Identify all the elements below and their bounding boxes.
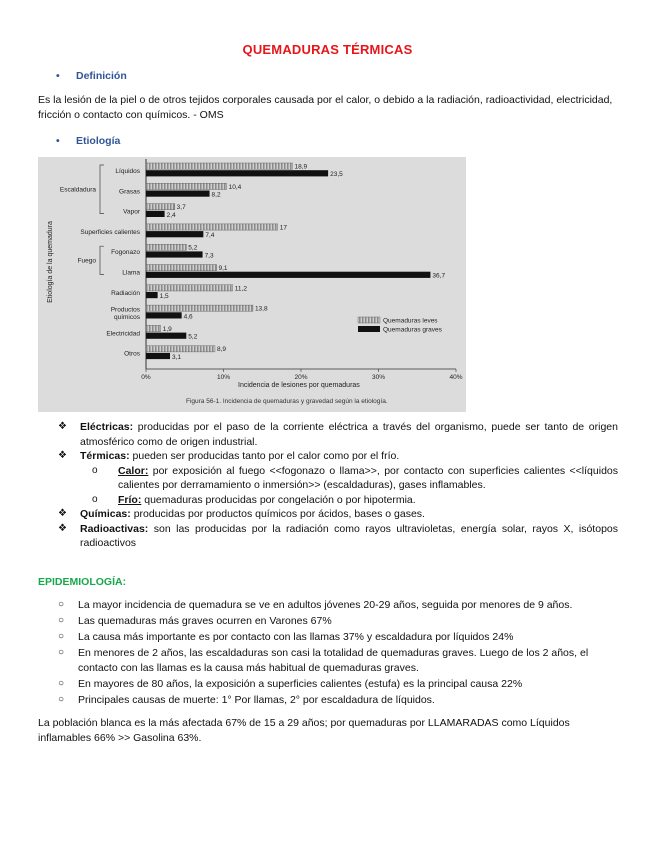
- y-axis-title: Etiología de la quemadura: [47, 221, 54, 303]
- ring-bullet-icon: ○: [58, 677, 65, 689]
- definicion-heading: • Definición: [56, 70, 127, 82]
- data-label-leves-5: 9,1: [218, 265, 228, 272]
- epidemiologia-list: [58, 598, 618, 709]
- bar-graves-1: [146, 191, 210, 197]
- bar-leves-2: [146, 204, 175, 210]
- data-label-graves-0: 23,5: [330, 171, 343, 179]
- x-tick-label-3: 30%: [371, 374, 386, 381]
- bar-leves-8: [146, 325, 161, 331]
- list-item-electricas: ❖ Eléctricas: producidas por el paso de la corriente eléctrica a través del organismo, puede ser tanto de origen atmosférico como de origen industrial.: [58, 421, 618, 448]
- diamond-bullet-icon: ❖: [58, 522, 67, 534]
- list-item: ○ La causa más importante es por contacto con las llamas 37% y escaldadura por líquidos 24%: [58, 631, 514, 643]
- bar-leves-9: [146, 346, 215, 352]
- bar-leves-3: [146, 224, 278, 230]
- data-label-leves-6: 11,2: [234, 285, 247, 293]
- fuego-group-label: Fuego: [77, 257, 96, 265]
- list-item: ○ Principales causas de muerte: 1° Por llamas, 2° por escaldadura de líquidos.: [58, 693, 435, 706]
- data-label-graves-6: 1,5: [159, 293, 169, 300]
- data-label-leves-7: 13,8: [254, 305, 268, 313]
- bar-leves-1: [146, 183, 227, 189]
- x-tick-label-4: 40%: [449, 374, 463, 381]
- legend-swatch-leves: [358, 317, 380, 323]
- circle-bullet-icon: o: [92, 493, 98, 505]
- etiologia-heading: • Etiología: [56, 135, 121, 147]
- category-label-8: Electricidad: [106, 330, 140, 338]
- list-item: ○ En mayores de 80 años, la exposición a superficies calientes (estufa) es la principal causa 22%: [58, 677, 523, 690]
- data-label-leves-8: 1,9: [162, 325, 172, 333]
- diamond-bullet-icon: ❖: [58, 450, 67, 461]
- escaldadura-group-label: Escaldadura: [59, 186, 96, 194]
- category-label-2: Vapor: [123, 208, 140, 216]
- bar-leves-6: [146, 285, 233, 291]
- category-label-7: Productos químicos: [110, 306, 140, 322]
- data-label-leves-4: 5,2: [188, 244, 198, 252]
- epidemiologia-heading: EPIDEMIOLOGÍA:: [38, 576, 127, 588]
- legend-label-leves: Quemaduras leves: [383, 317, 438, 325]
- category-label-1: Grasas: [119, 188, 140, 196]
- bar-leves-0: [146, 163, 292, 169]
- list-item-calor: o Calor: por exposición al fuego <<fogonazo o llama>>, por contacto con superficies calientes <<líquidos calientes por derramamiento o inmersión>> (escaldaduras), gases inflamables.: [92, 464, 618, 491]
- data-label-graves-1: 8,2: [211, 191, 221, 199]
- bar-graves-7: [146, 312, 182, 318]
- list-item: ○ En menores de 2 años, las escaldaduras son casi la totalidad de quemaduras graves. Luego de los 2 años, el contacto con las llamas es la causa más habitual de quemaduras graves.: [58, 647, 589, 674]
- list-item-radioactivas: ❖ Radioactivas: son las producidas por la radiación como rayos ultravioletas, energía solar, rayos X, isótopos radioactivos: [58, 522, 618, 549]
- bar-graves-9: [146, 353, 170, 359]
- category-label-0: Líquidos: [115, 168, 140, 175]
- page-title: QUEMADURAS TÉRMICAS: [242, 42, 413, 57]
- x-tick-label-1: 10%: [216, 374, 231, 381]
- diamond-bullet-icon: ❖: [58, 421, 67, 432]
- data-label-graves-2: 2,4: [166, 211, 176, 219]
- definicion-text: Es la lesión de la piel o de otros tejidos corporales causada por el calor, o debido a la radiación, radioactividad, electricidad, fricción o contacto con químicos. - OMS: [38, 94, 613, 121]
- diamond-bullet-icon: ❖: [58, 508, 67, 519]
- list-item-frio: o Frío: quemaduras producidas por congelación o por hipotermia.: [92, 493, 416, 506]
- list-item: ○ La mayor incidencia de quemadura se ve en adultos jóvenes 20-29 años, seguida por menores de 9 años.: [58, 599, 573, 611]
- category-label-3: Superficies calientes: [80, 228, 140, 236]
- category-label-6: Radiación: [111, 289, 140, 297]
- bar-graves-5: [146, 272, 430, 278]
- category-label-4: Fogonazo: [111, 249, 140, 257]
- x-axis-title: Incidencia de lesiones por quemaduras: [238, 382, 360, 389]
- bar-leves-5: [146, 265, 217, 271]
- data-label-graves-5: 36,7: [432, 272, 446, 280]
- bar-graves-0: [146, 170, 328, 176]
- data-label-graves-4: 7,3: [204, 252, 214, 260]
- list-item-quimicas: ❖ Químicas: producidas por productos químicos por ácidos, bases o gases.: [58, 508, 425, 520]
- bar-leves-7: [146, 305, 253, 311]
- ring-bullet-icon: ○: [58, 647, 65, 658]
- x-tick-label-0: 0%: [141, 374, 151, 381]
- data-label-leves-2: 3,7: [176, 204, 186, 212]
- etiology-bar-chart: [38, 157, 466, 412]
- bar-graves-6: [146, 292, 158, 298]
- bullet-icon: •: [56, 135, 60, 147]
- escaldadura-bracket: [100, 165, 104, 214]
- data-label-graves-8: 5,2: [188, 333, 198, 341]
- x-tick-label-2: 20%: [294, 374, 308, 381]
- closing-paragraph: La población blanca es la más afectada 67% de 15 a 29 años; por quemaduras por LLAMARADAS como Líquidos inflamables 66% >> Gasolina 63%.: [38, 717, 570, 744]
- ring-bullet-icon: ○: [58, 693, 65, 705]
- bar-graves-2: [146, 211, 165, 217]
- data-label-leves-9: 8,9: [216, 346, 227, 354]
- legend-swatch-graves: [358, 326, 380, 332]
- chart-caption: Figura 56-1. Incidencia de quemaduras y gravedad según la etiología.: [186, 398, 388, 405]
- fuego-bracket: [100, 246, 104, 274]
- bullet-icon: •: [56, 70, 60, 82]
- bar-graves-8: [146, 333, 186, 339]
- data-label-leves-0: 18,9: [294, 163, 308, 171]
- list-item-termicas: ❖ Térmicas: pueden ser producidas tanto por el calor como por el frío.: [58, 450, 400, 462]
- list-item: ○ Las quemaduras más graves ocurren en Varones 67%: [58, 615, 332, 627]
- etiology-list: [58, 420, 618, 551]
- data-label-graves-9: 3,1: [172, 353, 182, 361]
- ring-bullet-icon: ○: [58, 615, 65, 626]
- data-label-graves-7: 4,6: [183, 313, 193, 321]
- circle-bullet-icon: o: [92, 464, 98, 476]
- ring-bullet-icon: ○: [58, 599, 65, 610]
- etiology-chart-figure: [38, 157, 466, 412]
- bar-leves-4: [146, 244, 186, 250]
- category-label-5: Llama: [122, 269, 140, 277]
- category-label-9: Otros: [124, 350, 140, 358]
- ring-bullet-icon: ○: [58, 631, 65, 642]
- data-label-graves-3: 7,4: [205, 232, 215, 240]
- data-label-leves-1: 10,4: [228, 183, 242, 191]
- bar-graves-4: [146, 251, 203, 257]
- legend-label-graves: Quemaduras graves: [383, 326, 442, 334]
- data-label-leves-3: 17: [279, 224, 287, 232]
- bar-graves-3: [146, 231, 203, 237]
